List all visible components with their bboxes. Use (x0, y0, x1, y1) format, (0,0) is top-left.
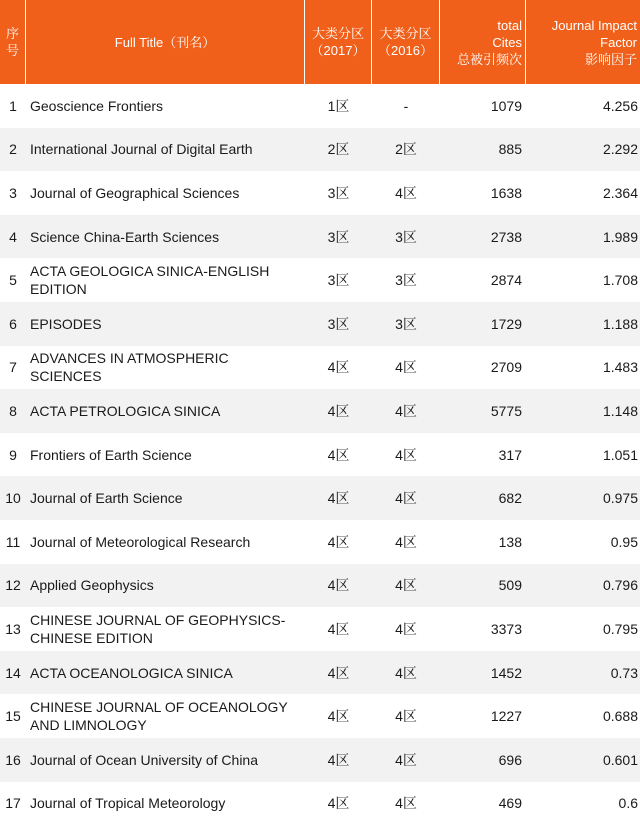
category-2017: 4区 (305, 694, 372, 738)
table-row (0, 782, 640, 826)
table-row (0, 258, 640, 302)
journal-title: International Journal of Digital Earth (26, 128, 305, 172)
journal-title: Journal of Meteorological Research (26, 520, 305, 564)
header-serial-line1: 序 (5, 26, 19, 41)
impact-factor: 0.796 (526, 564, 640, 608)
category-2017: 2区 (305, 128, 372, 172)
header-serial-number (0, 0, 26, 84)
total-cites: 509 (440, 564, 526, 608)
total-cites: 682 (440, 476, 526, 520)
total-cites: 885 (440, 128, 526, 172)
category-2016: 4区 (372, 651, 440, 695)
row-number: 4 (0, 215, 26, 259)
category-2016: - (372, 84, 440, 128)
total-cites: 317 (440, 433, 526, 477)
impact-factor: 0.601 (526, 738, 640, 782)
journal-title: EPISODES (26, 302, 305, 346)
category-2017: 3区 (305, 171, 372, 215)
impact-factor: 0.95 (526, 520, 640, 564)
journal-title: Journal of Geographical Sciences (26, 171, 305, 215)
row-number: 8 (0, 389, 26, 433)
impact-factor: 2.364 (526, 171, 640, 215)
category-2016: 3区 (372, 258, 440, 302)
category-2016: 4区 (372, 520, 440, 564)
header-if-line3: 影响因子 (584, 51, 637, 67)
category-2016: 4区 (372, 433, 440, 477)
header-cites-line1: total (497, 17, 522, 33)
impact-factor: 1.708 (526, 258, 640, 302)
header-if-line2: Factor (600, 34, 637, 50)
total-cites: 2738 (440, 215, 526, 259)
table-row (0, 302, 640, 346)
category-2017: 4区 (305, 738, 372, 782)
category-2017: 4区 (305, 651, 372, 695)
category-2016: 4区 (372, 476, 440, 520)
row-number: 2 (0, 128, 26, 172)
journal-title: Journal of Tropical Meteorology (26, 782, 305, 826)
row-number: 12 (0, 564, 26, 608)
category-2016: 4区 (372, 694, 440, 738)
category-2017: 4区 (305, 564, 372, 608)
category-2017: 4区 (305, 782, 372, 826)
category-2017: 3区 (305, 215, 372, 259)
journal-title: Frontiers of Earth Science (26, 433, 305, 477)
category-2016: 4区 (372, 607, 440, 651)
category-2016: 4区 (372, 171, 440, 215)
total-cites: 3373 (440, 607, 526, 651)
category-2017: 4区 (305, 607, 372, 651)
category-2016: 2区 (372, 128, 440, 172)
header-c2017-line1: 大类分区 (311, 26, 364, 41)
row-number: 9 (0, 433, 26, 477)
impact-factor: 0.688 (526, 694, 640, 738)
total-cites: 1729 (440, 302, 526, 346)
total-cites: 138 (440, 520, 526, 564)
table-row (0, 564, 640, 608)
row-number: 11 (0, 520, 26, 564)
row-number: 14 (0, 651, 26, 695)
impact-factor: 1.188 (526, 302, 640, 346)
journal-title: Journal of Earth Science (26, 476, 305, 520)
total-cites: 696 (440, 738, 526, 782)
header-c2016-line2: （2016） (378, 43, 433, 58)
table-row (0, 738, 640, 782)
impact-factor: 1.148 (526, 389, 640, 433)
header-total-cites (440, 0, 526, 84)
table-row (0, 171, 640, 215)
category-2016: 3区 (372, 215, 440, 259)
total-cites: 1227 (440, 694, 526, 738)
row-number: 17 (0, 782, 26, 826)
journal-title: ACTA OCEANOLOGICA SINICA (26, 651, 305, 695)
impact-factor: 1.989 (526, 215, 640, 259)
table-body (0, 84, 640, 825)
category-2017: 4区 (305, 520, 372, 564)
table-row (0, 389, 640, 433)
total-cites: 1452 (440, 651, 526, 695)
row-number: 15 (0, 694, 26, 738)
journal-title: ADVANCES IN ATMOSPHERIC SCIENCES (26, 346, 305, 390)
header-full-title: Full Title（刊名） (26, 0, 305, 84)
impact-factor: 1.483 (526, 346, 640, 390)
header-impact-factor (526, 0, 640, 84)
impact-factor: 0.795 (526, 607, 640, 651)
table-row (0, 520, 640, 564)
header-c2017-line2: （2017） (310, 43, 366, 58)
journal-title: Geoscience Frontiers (26, 84, 305, 128)
category-2017: 4区 (305, 476, 372, 520)
total-cites: 1079 (440, 84, 526, 128)
header-cites-line3: 总被引频次 (456, 51, 522, 67)
impact-factor: 4.256 (526, 84, 640, 128)
journal-title: CHINESE JOURNAL OF GEOPHYSICS-CHINESE EDITION (26, 607, 305, 651)
table-row (0, 433, 640, 477)
category-2017: 1区 (305, 84, 372, 128)
impact-factor: 0.6 (526, 782, 640, 826)
category-2016: 4区 (372, 346, 440, 390)
header-cites-line2: Cites (492, 34, 522, 50)
total-cites: 1638 (440, 171, 526, 215)
table-row (0, 128, 640, 172)
category-2016: 4区 (372, 389, 440, 433)
total-cites: 469 (440, 782, 526, 826)
impact-factor: 0.73 (526, 651, 640, 695)
row-number: 10 (0, 476, 26, 520)
header-c2016-line1: 大类分区 (379, 26, 432, 41)
header-category-2016 (372, 0, 440, 84)
journal-title: Science China-Earth Sciences (26, 215, 305, 259)
impact-factor: 2.292 (526, 128, 640, 172)
header-category-2017 (305, 0, 372, 84)
table-row (0, 694, 640, 738)
journal-title: CHINESE JOURNAL OF OCEANOLOGY AND LIMNOLOGY (26, 694, 305, 738)
journal-title: Applied Geophysics (26, 564, 305, 608)
row-number: 3 (0, 171, 26, 215)
header-if-line1: Journal Impact (551, 17, 637, 33)
total-cites: 5775 (440, 389, 526, 433)
row-number: 13 (0, 607, 26, 651)
table-row (0, 84, 640, 128)
impact-factor: 1.051 (526, 433, 640, 477)
impact-factor: 0.975 (526, 476, 640, 520)
row-number: 7 (0, 346, 26, 390)
header-serial-line2: 号 (5, 43, 19, 58)
table-row (0, 215, 640, 259)
category-2017: 4区 (305, 389, 372, 433)
total-cites: 2874 (440, 258, 526, 302)
table-header-row (0, 0, 640, 84)
category-2016: 4区 (372, 564, 440, 608)
row-number: 16 (0, 738, 26, 782)
journal-title: ACTA PETROLOGICA SINICA (26, 389, 305, 433)
category-2017: 3区 (305, 302, 372, 346)
row-number: 6 (0, 302, 26, 346)
table-row (0, 607, 640, 651)
table-row (0, 651, 640, 695)
row-number: 5 (0, 258, 26, 302)
category-2017: 4区 (305, 433, 372, 477)
category-2017: 4区 (305, 346, 372, 390)
row-number: 1 (0, 84, 26, 128)
table-row (0, 476, 640, 520)
category-2016: 3区 (372, 302, 440, 346)
total-cites: 2709 (440, 346, 526, 390)
journal-title: Journal of Ocean University of China (26, 738, 305, 782)
category-2016: 4区 (372, 782, 440, 826)
category-2016: 4区 (372, 738, 440, 782)
journal-title: ACTA GEOLOGICA SINICA-ENGLISH EDITION (26, 258, 305, 302)
category-2017: 3区 (305, 258, 372, 302)
table-row (0, 346, 640, 390)
